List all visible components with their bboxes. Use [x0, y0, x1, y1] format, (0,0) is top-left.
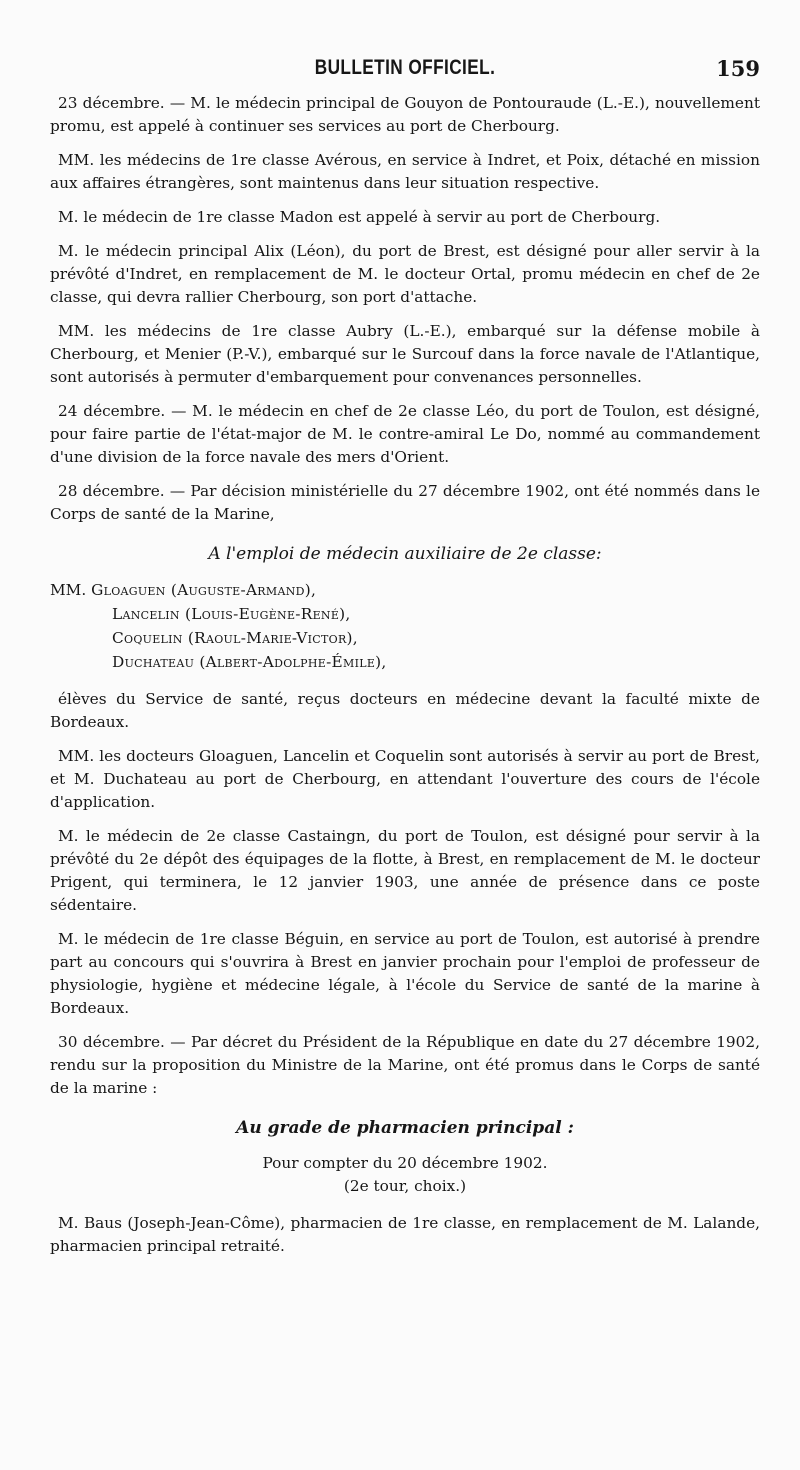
paragraph-11: M. le médecin de 1re classe Béguin, en service au port de Toulon, est autorisé à prendre part au concours qui s'ouvrira à Brest en janvier prochain pour l'emploi de professeur de physiologie, hygiène et médecine légale, à l'école du Service de santé de la marine à Bordeaux.: [50, 930, 760, 1017]
page-header: [50, 56, 760, 92]
paragraph-13: M. Baus (Joseph-Jean-Côme), pharmacien de 1re classe, en remplacement de M. Lalande, pharmacien principal retraité.: [50, 1214, 760, 1255]
paragraph-9: MM. les docteurs Gloaguen, Lancelin et Coquelin sont autorisés à servir au port de Brest, et M. Duchateau au port de Cherbourg, en attendant l'ouverture des cours de l'école d'application.: [50, 747, 760, 811]
name-2: Lancelin (Louis-Eugène-René),: [112, 605, 351, 623]
name-3: Coquelin (Raoul-Marie-Victor),: [112, 629, 358, 647]
document-page: [50, 56, 760, 1269]
paragraph-3: M. le médecin de 1re classe Madon est appelé à servir au port de Cherbourg.: [58, 208, 661, 226]
names-prefix: MM.: [50, 581, 87, 599]
section-heading-pharmacist: Au grade de pharmacien principal :: [236, 1118, 574, 1138]
paragraph-7: 28 décembre. — Par décision ministérielle du 27 décembre 1902, ont été nommés dans le Corps de santé de la Marine,: [50, 482, 760, 523]
effective-date-line: Pour compter du 20 décembre 1902.: [262, 1154, 548, 1172]
paragraph-10: M. le médecin de 2e classe Castaingn, du port de Toulon, est désigné pour servir à la prévôté du 2e dépôt des équipages de la flotte, à Brest, en remplacement de M. le docteur Prigent, qui terminera, le 12 janvier 1903, une année de présence dans ce poste sédentaire.: [50, 827, 760, 914]
paragraph-6: 24 décembre. — M. le médecin en chef de 2e classe Léo, du port de Toulon, est désigné, pour faire partie de l'état-major de M. le contre-amiral Le Do, nommé au commandement d'une division de la force navale des mers d'Orient.: [50, 402, 760, 466]
list-item: [50, 626, 760, 650]
list-item: [50, 650, 760, 674]
name-1: Gloaguen (Auguste-Armand),: [91, 581, 317, 599]
paragraph-4: M. le médecin principal Alix (Léon), du port de Brest, est désigné pour aller servir à la prévôté d'Indret, en remplacement de M. le docteur Ortal, promu médecin en chef de 2e classe, qui devra rallier Cherbourg, son port d'attache.: [50, 242, 760, 306]
tour-choice-line: (2e tour, choix.): [343, 1177, 467, 1195]
list-item: [50, 602, 760, 626]
paragraph-5: MM. les médecins de 1re classe Aubry (L.-E.), embarqué sur la défense mobile à Cherbourg, et Menier (P.-V.), embarqué sur le Surcouf dans la force navale de l'Atlantique, sont autorisés à permuter d'embarquement pour convenances personnelles.: [50, 322, 760, 386]
list-item: [50, 578, 760, 602]
paragraph-1: 23 décembre. — M. le médecin principal de Gouyon de Pontouraude (L.-E.), nouvellement promu, est appelé à continuer ses services au port de Cherbourg.: [50, 94, 760, 135]
paragraph-12: 30 décembre. — Par décret du Président de la République en date du 27 décembre 1902, rendu sur la proposition du Ministre de la Marine, ont été promus dans le Corps de santé de la marine :: [50, 1033, 760, 1097]
section-heading-auxiliary: A l'emploi de médecin auxiliaire de 2e classe:: [208, 544, 602, 564]
bulletin-title: BULLETIN OFFICIEL.: [314, 56, 496, 79]
page-number: 159: [716, 56, 760, 81]
paragraph-8: élèves du Service de santé, reçus docteurs en médecine devant la faculté mixte de Bordeaux.: [50, 690, 760, 731]
name-4: Duchateau (Albert-Adolphe-Émile),: [112, 653, 387, 671]
paragraph-2: MM. les médecins de 1re classe Avérous, en service à Indret, et Poix, détaché en mission aux affaires étrangères, sont maintenus dans leur situation respective.: [50, 151, 760, 192]
names-list: [50, 578, 760, 674]
